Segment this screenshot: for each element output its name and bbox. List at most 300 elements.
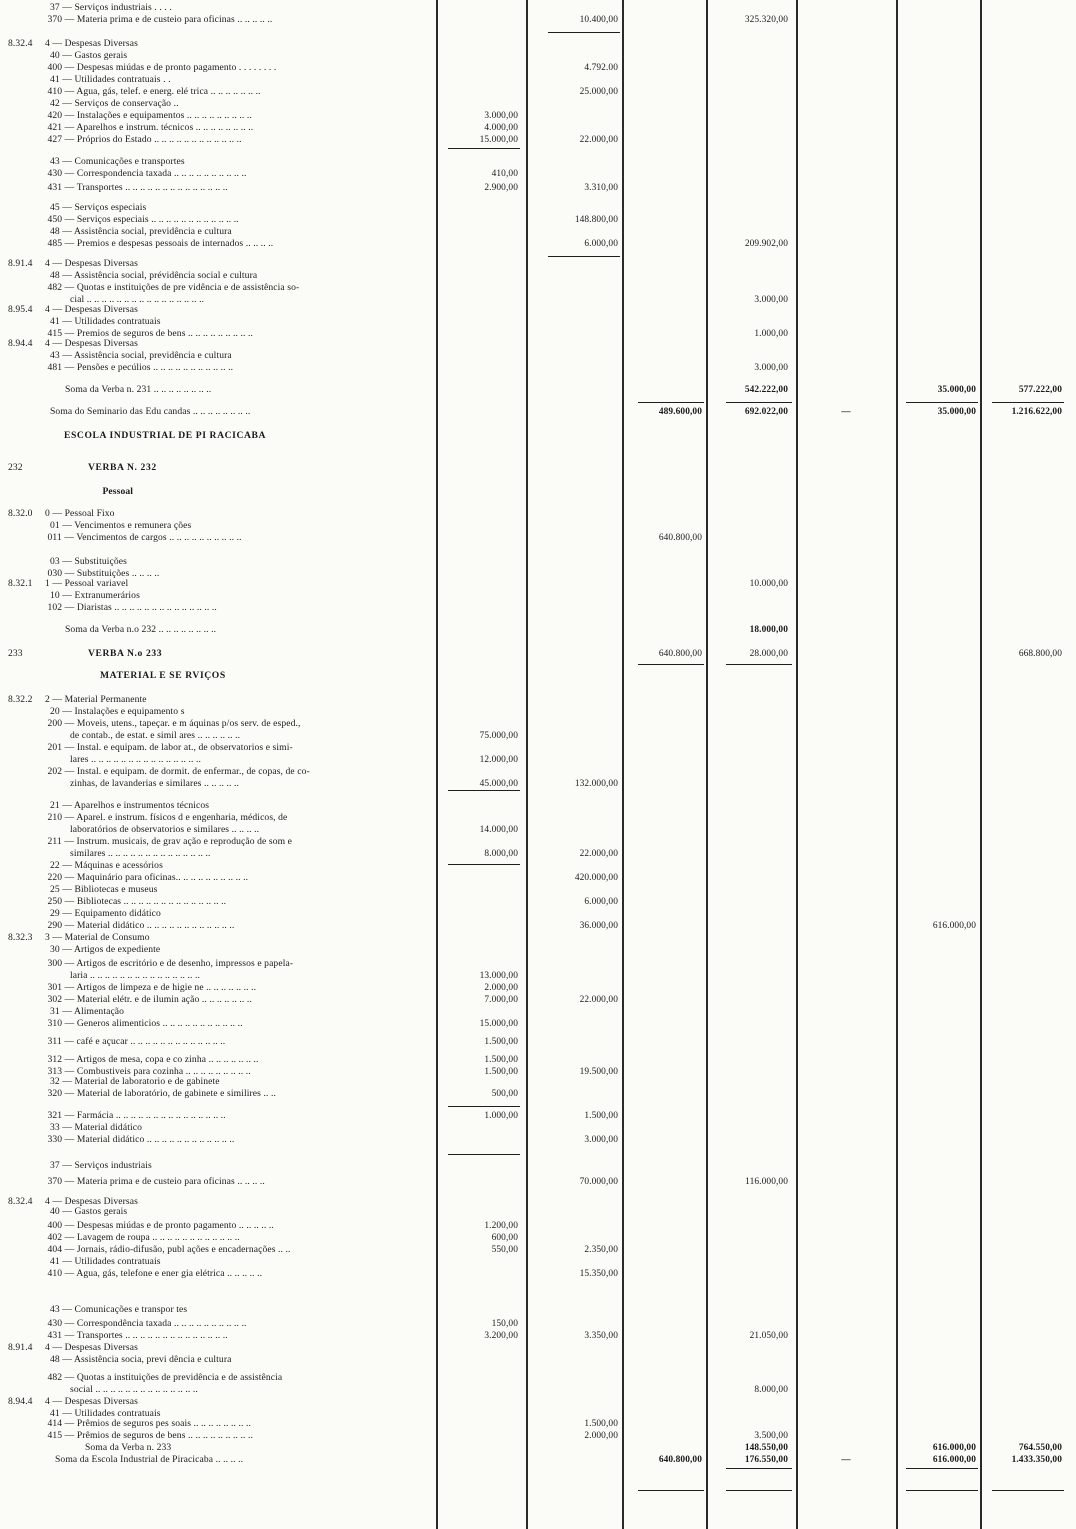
line-description: 482 — Quotas e instituições de pre vidência e de assistência so- — [40, 282, 300, 293]
line-description: VERBA N. 232 — [40, 462, 157, 473]
amount-c5: — — [841, 407, 851, 417]
line-description: zinhas, de lavanderias e similares .. .. .. .. .. — [40, 778, 239, 789]
ledger-row — [0, 958, 1076, 970]
ledger-row — [0, 1442, 1076, 1454]
ledger-row — [0, 860, 1076, 872]
section-code: 8.32.3 — [8, 932, 33, 943]
line-description: 40 — Gastos gerais — [40, 1206, 128, 1217]
ledger-row — [0, 766, 1076, 778]
line-description: 43 — Assistência social, previdência e cultura — [40, 350, 232, 361]
ledger-row — [0, 730, 1076, 742]
line-description: Soma da Verba n. 231 .. .. .. .. .. .. .. .. — [40, 384, 212, 395]
ledger-row — [0, 2, 1076, 14]
amount-c6: 35.000,00 — [937, 385, 976, 395]
section-code: 8.94.4 — [8, 1396, 33, 1407]
line-description: 431 — Transportes .. .. .. .. .. .. .. .. .. .. .. .. .. .. — [40, 182, 228, 193]
line-description: Soma da Escola Industrial de Piracicaba .. .. .. .. — [40, 1454, 244, 1465]
ledger-row — [0, 800, 1076, 812]
subtotal-rule — [548, 256, 620, 257]
amount-c4: 28.000,00 — [749, 649, 788, 659]
subtotal-rule — [726, 1490, 792, 1491]
line-description: 0 — Pessoal Fixo — [40, 508, 115, 519]
line-description: 43 — Comunicações e transportes — [40, 156, 185, 167]
subtotal-rule — [906, 1468, 978, 1469]
amount-c2: 36.000,00 — [579, 921, 618, 931]
ledger-row — [0, 578, 1076, 590]
line-description: 40 — Gastos gerais — [40, 50, 128, 61]
amount-c1: 7.000,00 — [484, 995, 518, 1005]
amount-c2: 22.000,00 — [579, 135, 618, 145]
ledger-row — [0, 98, 1076, 110]
amount-c1: 2.000,00 — [484, 983, 518, 993]
amount-c1: 15.000,00 — [479, 1019, 518, 1029]
ledger-row — [0, 362, 1076, 374]
amount-c3: 640.800,00 — [658, 533, 702, 543]
ledger-row — [0, 982, 1076, 994]
amount-c6: 616.000,00 — [932, 921, 976, 931]
amount-c4: 325.320,00 — [744, 15, 788, 25]
line-description: 4 — Despesas Diversas — [40, 304, 138, 315]
line-description: 415 — Prêmios de seguros de bens .. .. .. .. .. .. .. .. .. — [40, 1430, 253, 1441]
line-description: 431 — Transportes .. .. .. .. .. .. .. .. .. .. .. .. .. .. — [40, 1330, 228, 1341]
section-code: 8.32.4 — [8, 1196, 33, 1207]
ledger-row — [0, 532, 1076, 544]
ledger-row — [0, 970, 1076, 982]
ledger-row — [0, 226, 1076, 238]
amount-c1: 4.000,00 — [484, 123, 518, 133]
amount-c2: 70.000,00 — [579, 1177, 618, 1187]
ledger-row — [0, 462, 1076, 474]
line-description: 21 — Aparelhos e instrumentos técnicos — [40, 800, 210, 811]
line-description: Soma da Verba n. 233 — [40, 1442, 172, 1453]
section-code: 8.95.4 — [8, 304, 33, 315]
ledger-row — [0, 50, 1076, 62]
ledger-row — [0, 14, 1076, 26]
ledger-row — [0, 1122, 1076, 1134]
ledger-row — [0, 824, 1076, 836]
amount-c3: 640.800,00 — [658, 649, 702, 659]
subtotal-rule — [448, 864, 520, 865]
ledger-row — [0, 1232, 1076, 1244]
amount-c6: 35.000,00 — [937, 407, 976, 417]
amount-c7: 668.800,00 — [1018, 649, 1062, 659]
ledger-row — [0, 270, 1076, 282]
ledger-row — [0, 214, 1076, 226]
ledger-row — [0, 430, 1076, 442]
line-description: 481 — Pensões e pecúlios .. .. .. .. .. .. .. .. .. .. .. — [40, 362, 234, 373]
line-description: 4 — Despesas Diversas — [40, 1196, 138, 1207]
ledger-row — [0, 754, 1076, 766]
amount-c2: 1.500,00 — [584, 1111, 618, 1121]
subtotal-rule — [448, 148, 520, 149]
line-description: similares .. .. .. .. .. .. .. .. .. .. .. .. .. .. — [40, 848, 211, 859]
ledger-row — [0, 944, 1076, 956]
amount-c1: 1.500,00 — [484, 1055, 518, 1065]
amount-c2: 25.000,00 — [579, 87, 618, 97]
line-description: 25 — Bibliotecas e museus — [40, 884, 158, 895]
amount-c7: 1.216.622,00 — [1011, 407, 1062, 417]
section-code: 232 — [8, 462, 23, 473]
subtotal-rule — [906, 402, 978, 403]
subtotal-rule — [448, 1154, 520, 1155]
line-description: 42 — Serviços de conservação .. — [40, 98, 179, 109]
line-description: 321 — Farmácia .. .. .. .. .. .. .. .. .. .. .. .. .. .. .. — [40, 1110, 226, 1121]
ledger-row — [0, 238, 1076, 250]
ledger-row — [0, 1430, 1076, 1442]
line-description: 290 — Material didático .. .. .. .. .. .. .. .. .. .. .. .. — [40, 920, 235, 931]
amount-c1: 45.000,00 — [479, 779, 518, 789]
line-description: lares .. .. .. .. .. .. .. .. .. .. .. .. .. .. .. — [40, 754, 202, 765]
ledger-row — [0, 812, 1076, 824]
amount-c1: 1.500,00 — [484, 1037, 518, 1047]
line-description: 370 — Materia prima e de custeio para oficinas .. .. .. .. — [40, 1176, 265, 1187]
line-description: 415 — Premios de seguros de bens .. .. .. .. .. .. .. .. .. — [40, 328, 253, 339]
line-description: 210 — Aparel. e instrum. físicos d e engenharia, médicos, de — [40, 812, 288, 823]
amount-c3: 640.800,00 — [658, 1455, 702, 1465]
line-description: Soma da Verba n.o 232 .. .. .. .. .. .. .. .. — [40, 624, 217, 635]
line-description: MATERIAL E SE RVIÇOS — [40, 670, 226, 681]
line-description: 48 — Assistência social, prévidência social e cultura — [40, 270, 258, 281]
ledger-row — [0, 694, 1076, 706]
amount-c2: 4.792.00 — [584, 63, 618, 73]
line-description: 400 — Despesas miúdas e de pronto pagamento . . . . . . . . — [40, 62, 277, 73]
ledger-row — [0, 282, 1076, 294]
line-description: 301 — Artigos de limpeza e de higie ne .. .. .. .. .. .. .. — [40, 982, 257, 993]
amount-c2: 2.350,00 — [584, 1245, 618, 1255]
column-rule — [796, 0, 798, 1529]
ledger-row — [0, 134, 1076, 146]
ledger-row — [0, 1318, 1076, 1330]
amount-c2: 420.000,00 — [574, 873, 618, 883]
line-description: 200 — Moveis, utens., tapeçar. e m áquinas p/os serv. de esped., — [40, 718, 301, 729]
amount-c4: 1.000,00 — [754, 329, 788, 339]
line-description: 31 — Alimentação — [40, 1006, 125, 1017]
amount-c4: 176.550,00 — [744, 1455, 788, 1465]
line-description: 414 — Prêmios de seguros pes soais .. .. .. .. .. .. .. .. — [40, 1418, 252, 1429]
column-rule — [622, 0, 624, 1529]
amount-c4: 8.000,00 — [754, 1385, 788, 1395]
column-rule — [980, 0, 982, 1529]
line-description: 330 — Material didático .. .. .. .. .. .. .. .. .. .. .. .. — [40, 1134, 235, 1145]
amount-c4: 542.222,00 — [744, 385, 788, 395]
ledger-row — [0, 1384, 1076, 1396]
line-description: 1 — Pessoal variavel — [40, 578, 129, 589]
ledger-row — [0, 742, 1076, 754]
line-description: laria .. .. .. .. .. .. .. .. .. .. .. .. .. .. .. — [40, 970, 200, 981]
column-rule — [896, 0, 898, 1529]
ledger-row — [0, 1036, 1076, 1048]
amount-c5: — — [841, 1455, 851, 1465]
amount-c1: 600,00 — [491, 1233, 518, 1243]
line-description: 29 — Equipamento didático — [40, 908, 161, 919]
subtotal-rule — [726, 402, 792, 403]
line-description: 250 — Bibliotecas .. .. .. .. .. .. .. .. .. .. .. .. .. .. — [40, 896, 227, 907]
line-description: 10 — Extranumerários — [40, 590, 140, 601]
ledger-row — [0, 1330, 1076, 1342]
ledger-row — [0, 38, 1076, 50]
line-description: 320 — Material de laboratório, de gabinete e similires .. .. — [40, 1088, 276, 1099]
line-description: 011 — Vencimentos de cargos .. .. .. .. .. .. .. .. .. .. — [40, 532, 242, 543]
ledger-row — [0, 1372, 1076, 1384]
ledger-row — [0, 718, 1076, 730]
line-description: 201 — Instal. e equipam. de labor at., de observatorios e simi- — [40, 742, 293, 753]
line-description: 410 — Agua, gás, telefone e ener gia elétrica .. .. .. .. .. — [40, 1268, 263, 1279]
amount-c1: 3.200,00 — [484, 1331, 518, 1341]
ledger-row — [0, 406, 1076, 418]
ledger-row — [0, 1076, 1076, 1088]
line-description: 3 — Material de Consumo — [40, 932, 150, 943]
section-code: 8.32.0 — [8, 508, 33, 519]
ledger-row — [0, 86, 1076, 98]
line-description: 404 — Jornais, rádio-difusão, publ ações e encadernações .. .. — [40, 1244, 291, 1255]
amount-c7: 764.550,00 — [1018, 1443, 1062, 1453]
section-code: 233 — [8, 648, 23, 659]
ledger-row — [0, 1088, 1076, 1100]
line-description: 33 — Material didático — [40, 1122, 142, 1133]
subtotal-rule — [638, 1490, 704, 1491]
line-description: 302 — Material elétr. e de ilumin ação .. .. .. .. .. .. .. — [40, 994, 252, 1005]
amount-c2: 10.400,00 — [579, 15, 618, 25]
ledger-row — [0, 1244, 1076, 1256]
line-description: 30 — Artigos de expediente — [40, 944, 161, 955]
line-description: 402 — Lavagem de roupa .. .. .. .. .. .. .. .. .. .. .. .. — [40, 1232, 240, 1243]
ledger-row — [0, 258, 1076, 270]
ledger-row — [0, 520, 1076, 532]
ledger-row — [0, 486, 1076, 498]
amount-c4: 21.050,00 — [749, 1331, 788, 1341]
line-description: 313 — Combustiveis para cozinha .. .. .. .. .. .. .. .. .. — [40, 1066, 251, 1077]
section-code: 8.91.4 — [8, 1342, 33, 1353]
ledger-row — [0, 932, 1076, 944]
section-code: 8.32.1 — [8, 578, 33, 589]
ledger-row — [0, 156, 1076, 168]
line-description: 37 — Serviços industriais . . . . — [40, 2, 172, 13]
subtotal-rule — [638, 402, 704, 403]
line-description: 48 — Assistência social, previdência e cultura — [40, 226, 232, 237]
amount-c6: 616.000,00 — [932, 1443, 976, 1453]
line-description: 03 — Substituições — [40, 556, 127, 567]
subtotal-rule — [992, 1490, 1064, 1491]
amount-c4: 3.500,00 — [754, 1431, 788, 1441]
ledger-row — [0, 1176, 1076, 1188]
line-description: 311 — café e açucar .. .. .. .. .. .. .. .. .. .. .. .. .. — [40, 1036, 226, 1047]
ledger-row — [0, 1206, 1076, 1218]
subtotal-rule — [992, 402, 1064, 403]
line-description: 300 — Artigos de escritório e de desenho, impressos e papela- — [40, 958, 294, 969]
line-description: 410 — Agua, gás, telef. e energ. elé trica .. .. .. .. .. .. .. — [40, 86, 261, 97]
line-description: 211 — Instrum. musicais, de grav ação e reprodução de som e — [40, 836, 293, 847]
line-description: 01 — Vencimentos e remunera ções — [40, 520, 192, 531]
amount-c4: 3.000,00 — [754, 295, 788, 305]
amount-c7: 1.433.350,00 — [1011, 1455, 1062, 1465]
line-description: 430 — Correspondencia taxada .. .. .. .. .. .. .. .. .. .. — [40, 168, 247, 179]
ledger-row — [0, 994, 1076, 1006]
line-description: 482 — Quotas a instituições de previdência e de assistência — [40, 1372, 283, 1383]
ledger-row — [0, 884, 1076, 896]
line-description: de contab., de estat. e simil ares .. .. .. .. .. .. — [40, 730, 241, 741]
ledger-row — [0, 556, 1076, 568]
ledger-row — [0, 1256, 1076, 1268]
amount-c4: 692.022,00 — [744, 407, 788, 417]
amount-c4: 209.902,00 — [744, 239, 788, 249]
line-description: 312 — Artigos de mesa, copa e co zinha .. .. .. .. .. .. .. — [40, 1054, 259, 1065]
subtotal-rule — [726, 664, 792, 665]
amount-c2: 6.000,00 — [584, 897, 618, 907]
line-description: 32 — Material de laboratorio e de gabinete — [40, 1076, 220, 1087]
ledger-row — [0, 1454, 1076, 1466]
ledger-row — [0, 872, 1076, 884]
ledger-row — [0, 778, 1076, 790]
amount-c4: 18.000,00 — [749, 625, 788, 635]
line-description: 102 — Diaristas .. .. .. .. .. .. .. .. .. .. .. .. .. .. — [40, 602, 217, 613]
ledger-row — [0, 920, 1076, 932]
ledger-row — [0, 848, 1076, 860]
section-code: 8.32.2 — [8, 694, 33, 705]
line-description: Soma do Seminario das Edu candas .. .. .. .. .. .. .. .. — [40, 406, 251, 417]
line-description: 41 — Utilidades contratuais — [40, 316, 161, 327]
line-description: social .. .. .. .. .. .. .. .. .. .. .. .. .. .. — [40, 1384, 198, 1395]
line-description: 420 — Instalações e equipamentos .. .. .. .. .. .. .. .. .. — [40, 110, 252, 121]
line-description: 370 — Materia prima e de custeio para oficinas .. .. .. .. .. — [40, 14, 273, 25]
amount-c3: 489.600,00 — [658, 407, 702, 417]
line-description: 310 — Generos alimenticios .. .. .. .. .. .. .. .. .. .. .. — [40, 1018, 243, 1029]
line-description: 37 — Serviços industriais — [40, 1160, 152, 1171]
amount-c2: 22.000,00 — [579, 995, 618, 1005]
line-description: 430 — Correspondência taxada .. .. .. .. .. .. .. .. .. .. — [40, 1318, 247, 1329]
ledger-row — [0, 1304, 1076, 1316]
subtotal-rule — [548, 32, 620, 33]
amount-c2: 19.500,00 — [579, 1067, 618, 1077]
amount-c2: 1.500,00 — [584, 1419, 618, 1429]
amount-c1: 150,00 — [491, 1319, 518, 1329]
amount-c1: 3.000,00 — [484, 111, 518, 121]
ledger-row — [0, 304, 1076, 316]
line-description: 202 — Instal. e equipam. de dormit. de enfermar., de copas, de co- — [40, 766, 310, 777]
amount-c1: 8.000,00 — [484, 849, 518, 859]
line-description: laboratórios de observatorios e similares .. .. .. .. — [40, 824, 260, 835]
ledger-row — [0, 1342, 1076, 1354]
amount-c1: 410,00 — [491, 169, 518, 179]
line-description: 48 — Assistência socia, previ dência e cultura — [40, 1354, 232, 1365]
column-rule — [436, 0, 438, 1529]
ledger-row — [0, 110, 1076, 122]
section-code: 8.94.4 — [8, 338, 33, 349]
column-rule — [526, 0, 528, 1529]
ledger-row — [0, 706, 1076, 718]
ledger-row — [0, 168, 1076, 180]
amount-c1: 1.200,00 — [484, 1221, 518, 1231]
line-description: Pessoal — [40, 486, 134, 497]
line-description: 4 — Despesas Diversas — [40, 38, 138, 49]
ledger-row — [0, 1018, 1076, 1030]
ledger-row — [0, 74, 1076, 86]
ledger-row — [0, 670, 1076, 682]
line-description: 41 — Utilidades contratuais — [40, 1408, 161, 1419]
line-description: 4 — Despesas Diversas — [40, 1342, 138, 1353]
line-description: ESCOLA INDUSTRIAL DE PI RACICABA — [40, 430, 267, 441]
line-description: 41 — Utilidades contratuais — [40, 1256, 161, 1267]
amount-c2: 148.800,00 — [574, 215, 618, 225]
line-description: 450 — Serviços especiais .. .. .. .. .. .. .. .. .. .. .. .. — [40, 214, 239, 225]
amount-c2: 2.000,00 — [584, 1431, 618, 1441]
line-description: 4 — Despesas Diversas — [40, 338, 138, 349]
subtotal-rule — [906, 1490, 978, 1491]
ledger-row — [0, 1354, 1076, 1366]
ledger-row — [0, 1160, 1076, 1172]
line-description: 45 — Serviços especiais — [40, 202, 147, 213]
section-code: 8.91.4 — [8, 258, 33, 269]
line-description: 485 — Premios e despesas pessoais de internados .. .. .. .. — [40, 238, 274, 249]
ledger-row — [0, 202, 1076, 214]
ledger-row — [0, 1006, 1076, 1018]
ledger-row — [0, 338, 1076, 350]
line-description: 4 — Despesas Diversas — [40, 258, 138, 269]
ledger-row — [0, 624, 1076, 636]
column-rule — [706, 0, 708, 1529]
ledger-row — [0, 1110, 1076, 1122]
ledger-row — [0, 122, 1076, 134]
ledger-row — [0, 1396, 1076, 1408]
ledger-row — [0, 648, 1076, 660]
amount-c4: 10.000,00 — [749, 579, 788, 589]
line-description: VERBA N.o 233 — [40, 648, 163, 659]
amount-c1: 12.000,00 — [479, 755, 518, 765]
ledger-row — [0, 1268, 1076, 1280]
amount-c1: 1.500,00 — [484, 1067, 518, 1077]
line-description: 22 — Máquinas e acessórios — [40, 860, 163, 871]
amount-c6: 616.000,00 — [932, 1455, 976, 1465]
amount-c1: 500,00 — [491, 1089, 518, 1099]
amount-c4: 3.000,00 — [754, 363, 788, 373]
amount-c1: 1.000,00 — [484, 1111, 518, 1121]
amount-c4: 148.550,00 — [744, 1443, 788, 1453]
ledger-row — [0, 384, 1076, 396]
amount-c1: 15.000,00 — [479, 135, 518, 145]
ledger-row — [0, 1054, 1076, 1066]
line-description: 43 — Comunicações e transpor tes — [40, 1304, 188, 1315]
subtotal-rule — [448, 1106, 520, 1107]
line-description: 400 — Despesas miúdas e de pronto pagamento .. .. .. .. .. — [40, 1220, 274, 1231]
amount-c2: 22.000,00 — [579, 849, 618, 859]
subtotal-rule — [726, 1468, 792, 1469]
line-description: 2 — Material Permanente — [40, 694, 147, 705]
ledger-row — [0, 182, 1076, 194]
subtotal-rule — [638, 664, 704, 665]
amount-c7: 577.222,00 — [1018, 385, 1062, 395]
ledger-row — [0, 602, 1076, 614]
ledger-row — [0, 896, 1076, 908]
amount-c4: 116.000,00 — [745, 1177, 788, 1187]
amount-c2: 15.350,00 — [579, 1269, 618, 1279]
amount-c1: 75.000,00 — [479, 731, 518, 741]
section-code: 8.32.4 — [8, 38, 33, 49]
line-description: 427 — Próprios do Estado .. .. .. .. .. .. .. .. .. .. .. .. — [40, 134, 242, 145]
ledger-row — [0, 316, 1076, 328]
line-description: 030 — Substituições .. .. .. .. — [40, 568, 160, 579]
ledger-row — [0, 836, 1076, 848]
subtotal-rule — [448, 790, 520, 791]
amount-c2: 3.350,00 — [584, 1331, 618, 1341]
ledger-row — [0, 590, 1076, 602]
amount-c1: 550,00 — [491, 1245, 518, 1255]
line-description: 20 — Instalações e equipamento s — [40, 706, 185, 717]
amount-c2: 3.000,00 — [584, 1135, 618, 1145]
ledger-row — [0, 1220, 1076, 1232]
line-description: cial .. .. .. .. .. .. .. .. .. .. .. .. .. .. .. .. — [40, 294, 205, 305]
ledger-row — [0, 1418, 1076, 1430]
amount-c1: 14.000,00 — [479, 825, 518, 835]
line-description: 220 — Maquinário para oficinas.. .. .. .. .. .. .. .. .. .. — [40, 872, 249, 883]
